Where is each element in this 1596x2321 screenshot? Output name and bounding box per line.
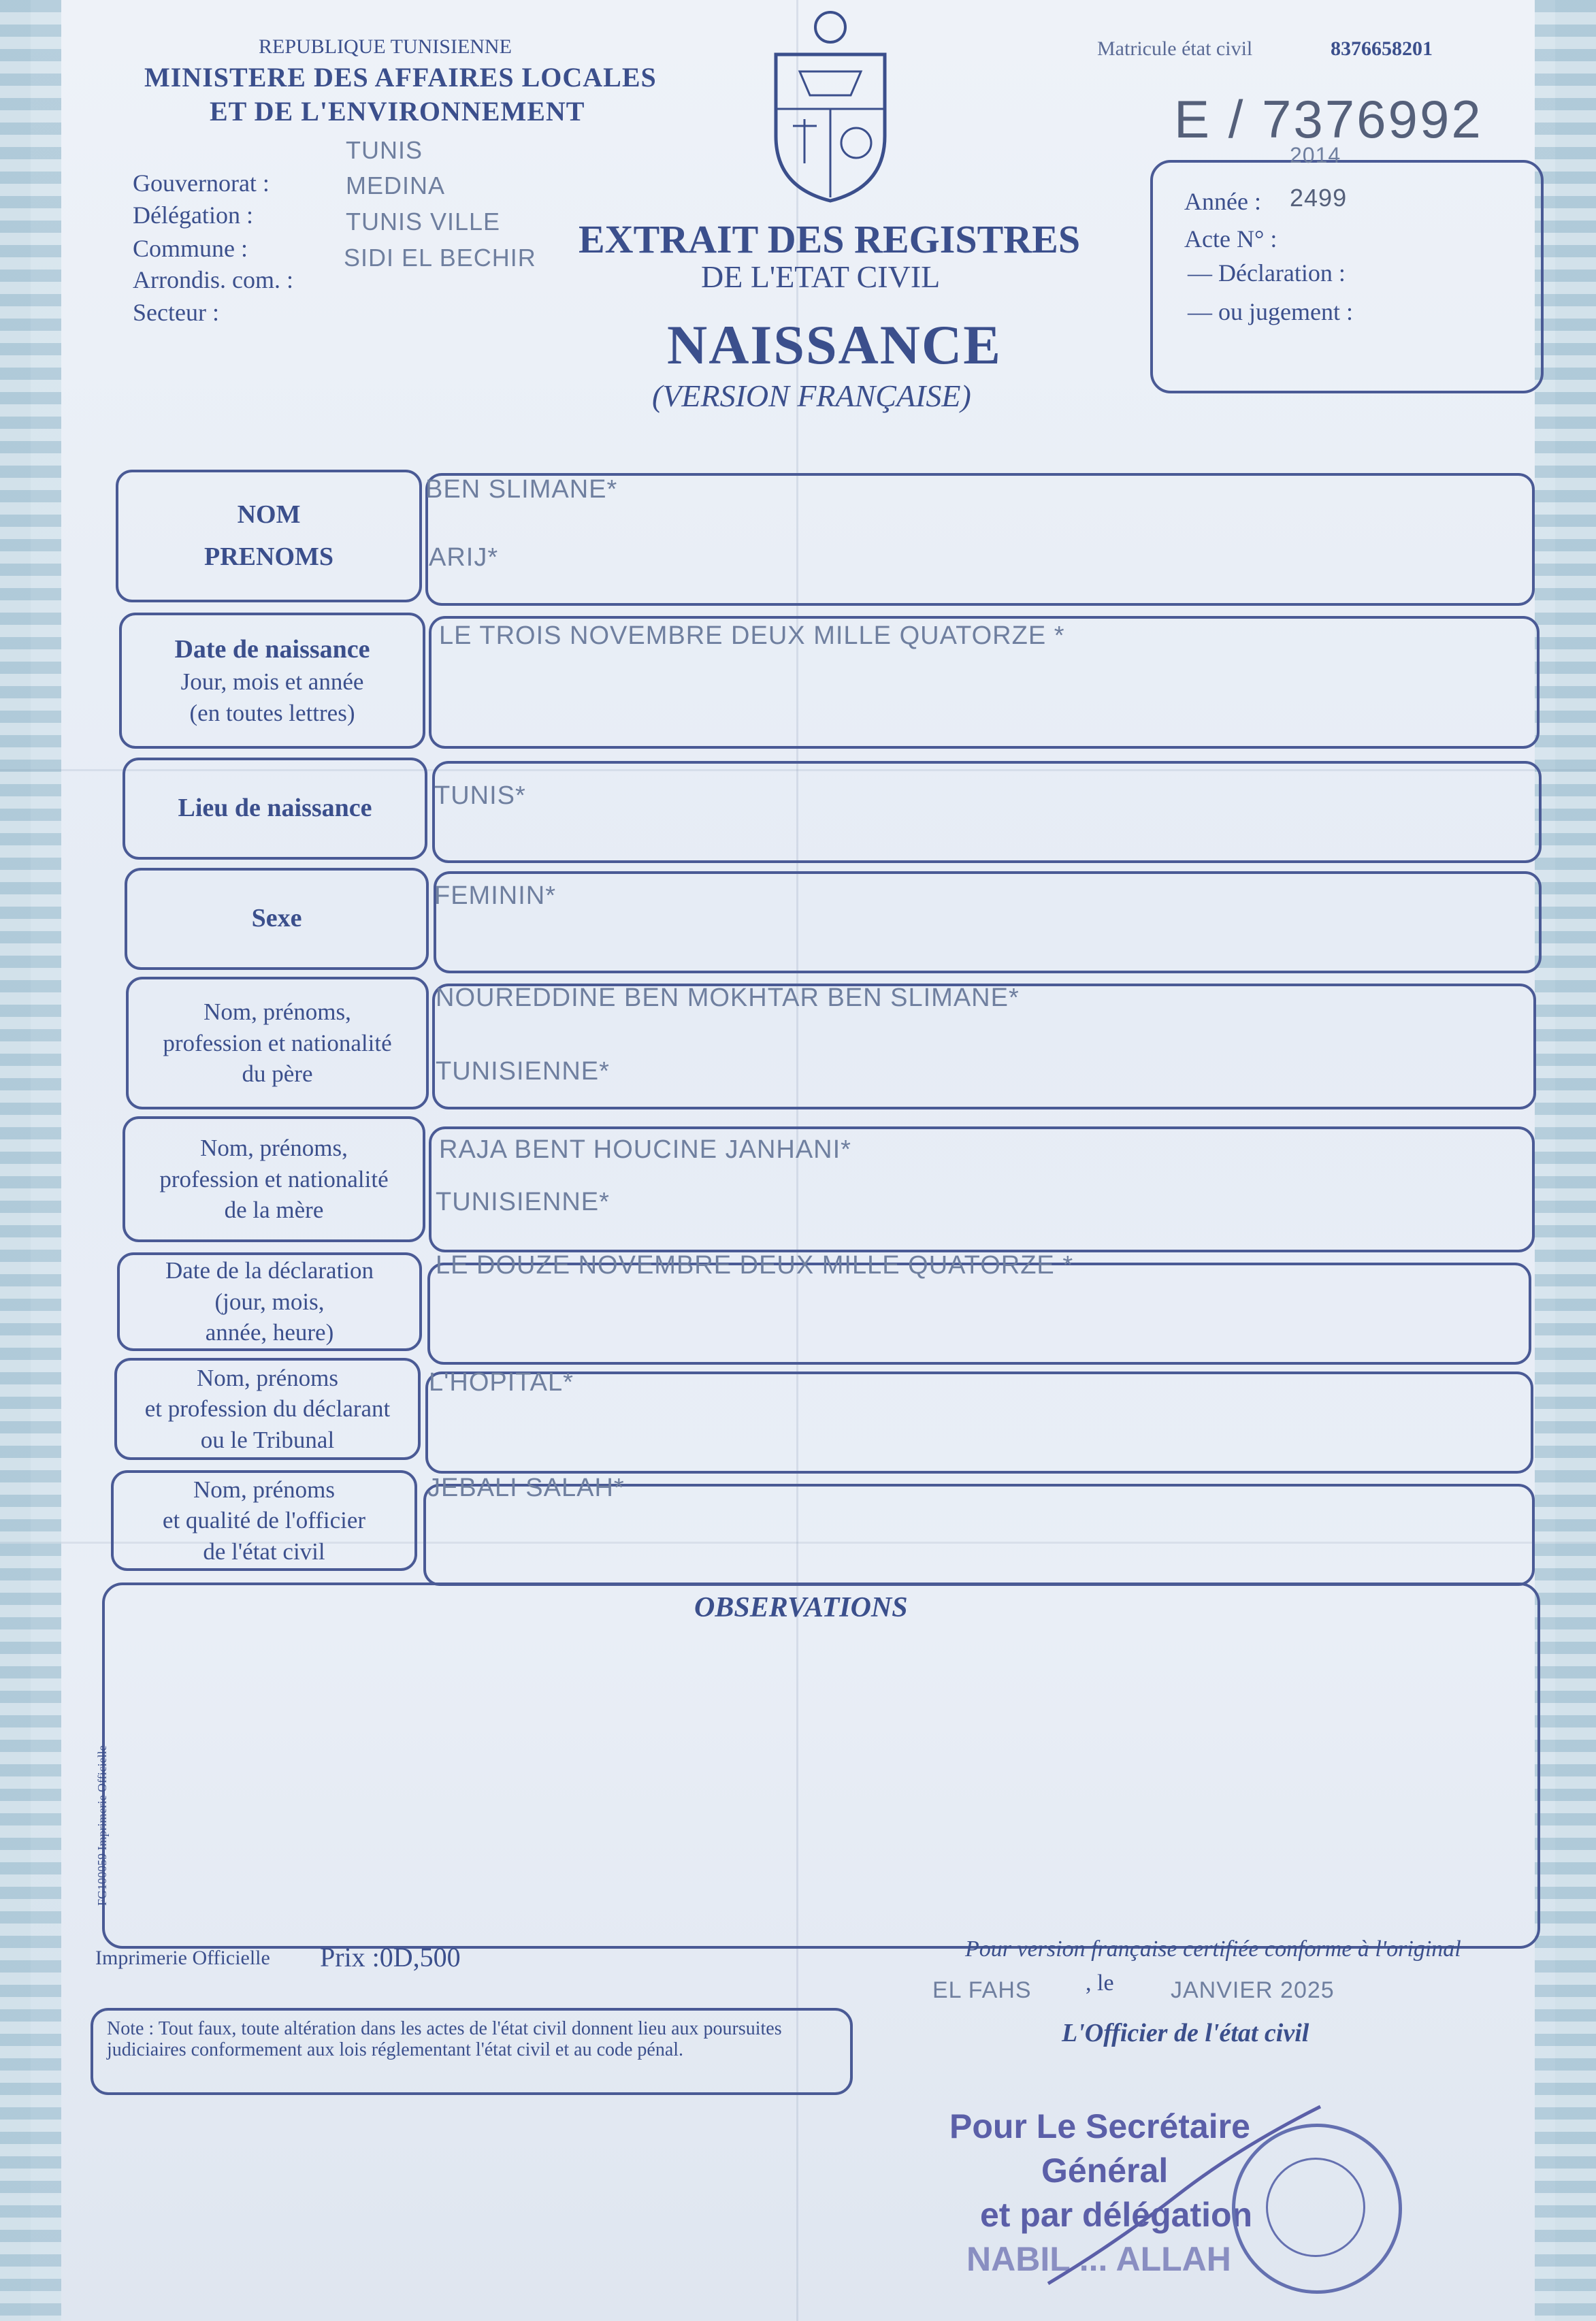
- date-naissance-sublabel1: Jour, mois et année: [180, 668, 364, 696]
- jugement-label: — ou jugement :: [1188, 298, 1353, 325]
- officier-label2: et qualité de l'officier: [162, 1507, 366, 1534]
- mere-name-value: RAJA BENT HOUCINE JANHANI*: [439, 1135, 851, 1164]
- delegation-value: MEDINA: [346, 172, 446, 199]
- declaration-date-label1: Date de la déclaration: [165, 1257, 374, 1284]
- mere-label3: de la mère: [224, 1197, 324, 1224]
- stamp-line4: NABIL ... ALLAH: [966, 2240, 1231, 2278]
- pere-label2: profession et nationalité: [163, 1029, 392, 1056]
- nom-label: NOM: [237, 500, 301, 530]
- form-reference-note: FG100059 Imprimerie Officielle: [95, 1745, 109, 1906]
- mere-nationality-value: TUNISIENNE*: [436, 1188, 610, 1216]
- annee-value: 2014: [1290, 143, 1341, 167]
- matricule-value: 8376658201: [1331, 37, 1433, 60]
- commune-value: TUNIS VILLE: [346, 208, 501, 236]
- declarant-label2: et profession du déclarant: [144, 1395, 391, 1423]
- lieu-label-box: [123, 758, 427, 860]
- officer-title: L'Officier de l'état civil: [1062, 2019, 1309, 2047]
- date-naissance-value: LE TROIS NOVEMBRE DEUX MILLE QUATORZE *: [439, 621, 1065, 650]
- pere-label-box: [126, 977, 429, 1109]
- arrondis-value: SIDI EL BECHIR: [344, 244, 536, 272]
- observations-box: [102, 1582, 1540, 1949]
- declarant-label3: ou le Tribunal: [200, 1426, 335, 1453]
- signature-mark: [1035, 2093, 1361, 2297]
- prenoms-label: PRENOMS: [204, 542, 333, 571]
- declaration-date-label-box: [117, 1252, 422, 1351]
- ministry-line1: MINISTERE DES AFFAIRES LOCALES: [144, 62, 657, 93]
- certification-text: Pour version française certifiée conforme à l'original: [965, 1936, 1461, 1962]
- sexe-value-box: [434, 871, 1542, 973]
- secteur-label: Secteur :: [133, 299, 219, 326]
- officier-label3: de l'état civil: [203, 1538, 325, 1565]
- nom-prenoms-label-box: [116, 470, 422, 602]
- title-naissance: NAISSANCE: [667, 314, 1002, 376]
- officier-label1: Nom, prénoms: [193, 1476, 336, 1503]
- pere-label1: Nom, prénoms,: [203, 999, 351, 1026]
- republic-label: REPUBLIQUE TUNISIENNE: [259, 35, 512, 58]
- gouvernorat-label: Gouvernorat :: [133, 169, 270, 197]
- commune-label: Commune :: [133, 235, 248, 262]
- place-value: EL FAHS: [932, 1977, 1032, 2003]
- right-decorative-border: [1535, 0, 1596, 2321]
- lieu-label: Lieu de naissance: [178, 794, 372, 823]
- declaration-date-label2: (jour, mois,: [214, 1288, 325, 1315]
- date-value: JANVIER 2025: [1171, 1977, 1335, 2003]
- acte-label: Acte N° :: [1184, 225, 1277, 253]
- stamp-line2: Général: [1041, 2152, 1169, 2190]
- sexe-label-box: [125, 868, 429, 970]
- mere-label1: Nom, prénoms,: [200, 1135, 348, 1162]
- delegation-label: Délégation :: [133, 201, 253, 229]
- officier-value: JEBALI SALAH*: [427, 1474, 625, 1502]
- pere-label3: du père: [242, 1060, 313, 1088]
- officier-label-box: [111, 1470, 417, 1571]
- observations-title: OBSERVATIONS: [694, 1592, 908, 1623]
- printer-label: Imprimerie Officielle: [95, 1947, 270, 1969]
- lieu-value-box: [432, 761, 1542, 863]
- legal-note-box: [91, 2008, 853, 2095]
- matricule-label: Matricule état civil: [1097, 37, 1253, 60]
- nom-value: BEN SLIMANE*: [425, 475, 618, 504]
- declarant-label-box: [114, 1358, 421, 1460]
- declarant-value-box: [425, 1372, 1533, 1474]
- pere-name-value: NOUREDDINE BEN MOKHTAR BEN SLIMANE*: [436, 984, 1020, 1012]
- legal-note-text: Note : Tout faux, toute altération dans les actes de l'état civil donnent lieu aux poursuites judiciaires conformement aux lois réglementant l'état civil et au code pénal.: [107, 2018, 782, 2060]
- declarant-value: L'HOPITAL*: [429, 1368, 574, 1397]
- stamp-line1: Pour Le Secrétaire: [949, 2107, 1250, 2145]
- title-etat-civil: DE L'ETAT CIVIL: [701, 259, 941, 294]
- mere-label-box: [123, 1116, 425, 1242]
- date-naissance-sublabel2: (en toutes lettres): [189, 699, 355, 726]
- serial-number: E / 7376992: [1174, 89, 1483, 149]
- le-label: , le: [1086, 1970, 1114, 1996]
- stamp-line3: et par délégation: [980, 2196, 1253, 2234]
- annee-label: Année :: [1184, 188, 1261, 215]
- declaration-date-label3: année, heure): [205, 1319, 334, 1346]
- sexe-label: Sexe: [251, 904, 302, 933]
- pere-nationality-value: TUNISIENNE*: [436, 1057, 610, 1086]
- mere-label2: profession et nationalité: [159, 1165, 389, 1192]
- title-version: (VERSION FRANÇAISE): [652, 378, 971, 413]
- declaration-date-value: LE DOUZE NOVEMBRE DEUX MILLE QUATORZE *: [436, 1251, 1074, 1280]
- prenoms-value: ARIJ*: [429, 543, 499, 572]
- price-label: Prix :0D,500: [320, 1942, 461, 1973]
- left-decorative-border: [0, 0, 61, 2321]
- title-extrait: EXTRAIT DES REGISTRES: [579, 217, 1081, 261]
- ministry-line2: ET DE L'ENVIRONNEMENT: [210, 96, 585, 127]
- gouvernorat-value: TUNIS: [346, 136, 423, 164]
- lieu-value: TUNIS*: [434, 781, 526, 810]
- acte-number-value: 2499: [1290, 184, 1348, 212]
- sexe-value: FEMININ*: [434, 881, 556, 910]
- coat-of-arms-emblem: [762, 7, 898, 204]
- declarant-label1: Nom, prénoms: [196, 1364, 339, 1391]
- date-naissance-label-box: [119, 613, 425, 749]
- declaration-label: — Déclaration :: [1188, 259, 1346, 287]
- arrondis-label: Arrondis. com. :: [133, 266, 293, 293]
- date-naissance-label: Date de naissance: [174, 634, 370, 664]
